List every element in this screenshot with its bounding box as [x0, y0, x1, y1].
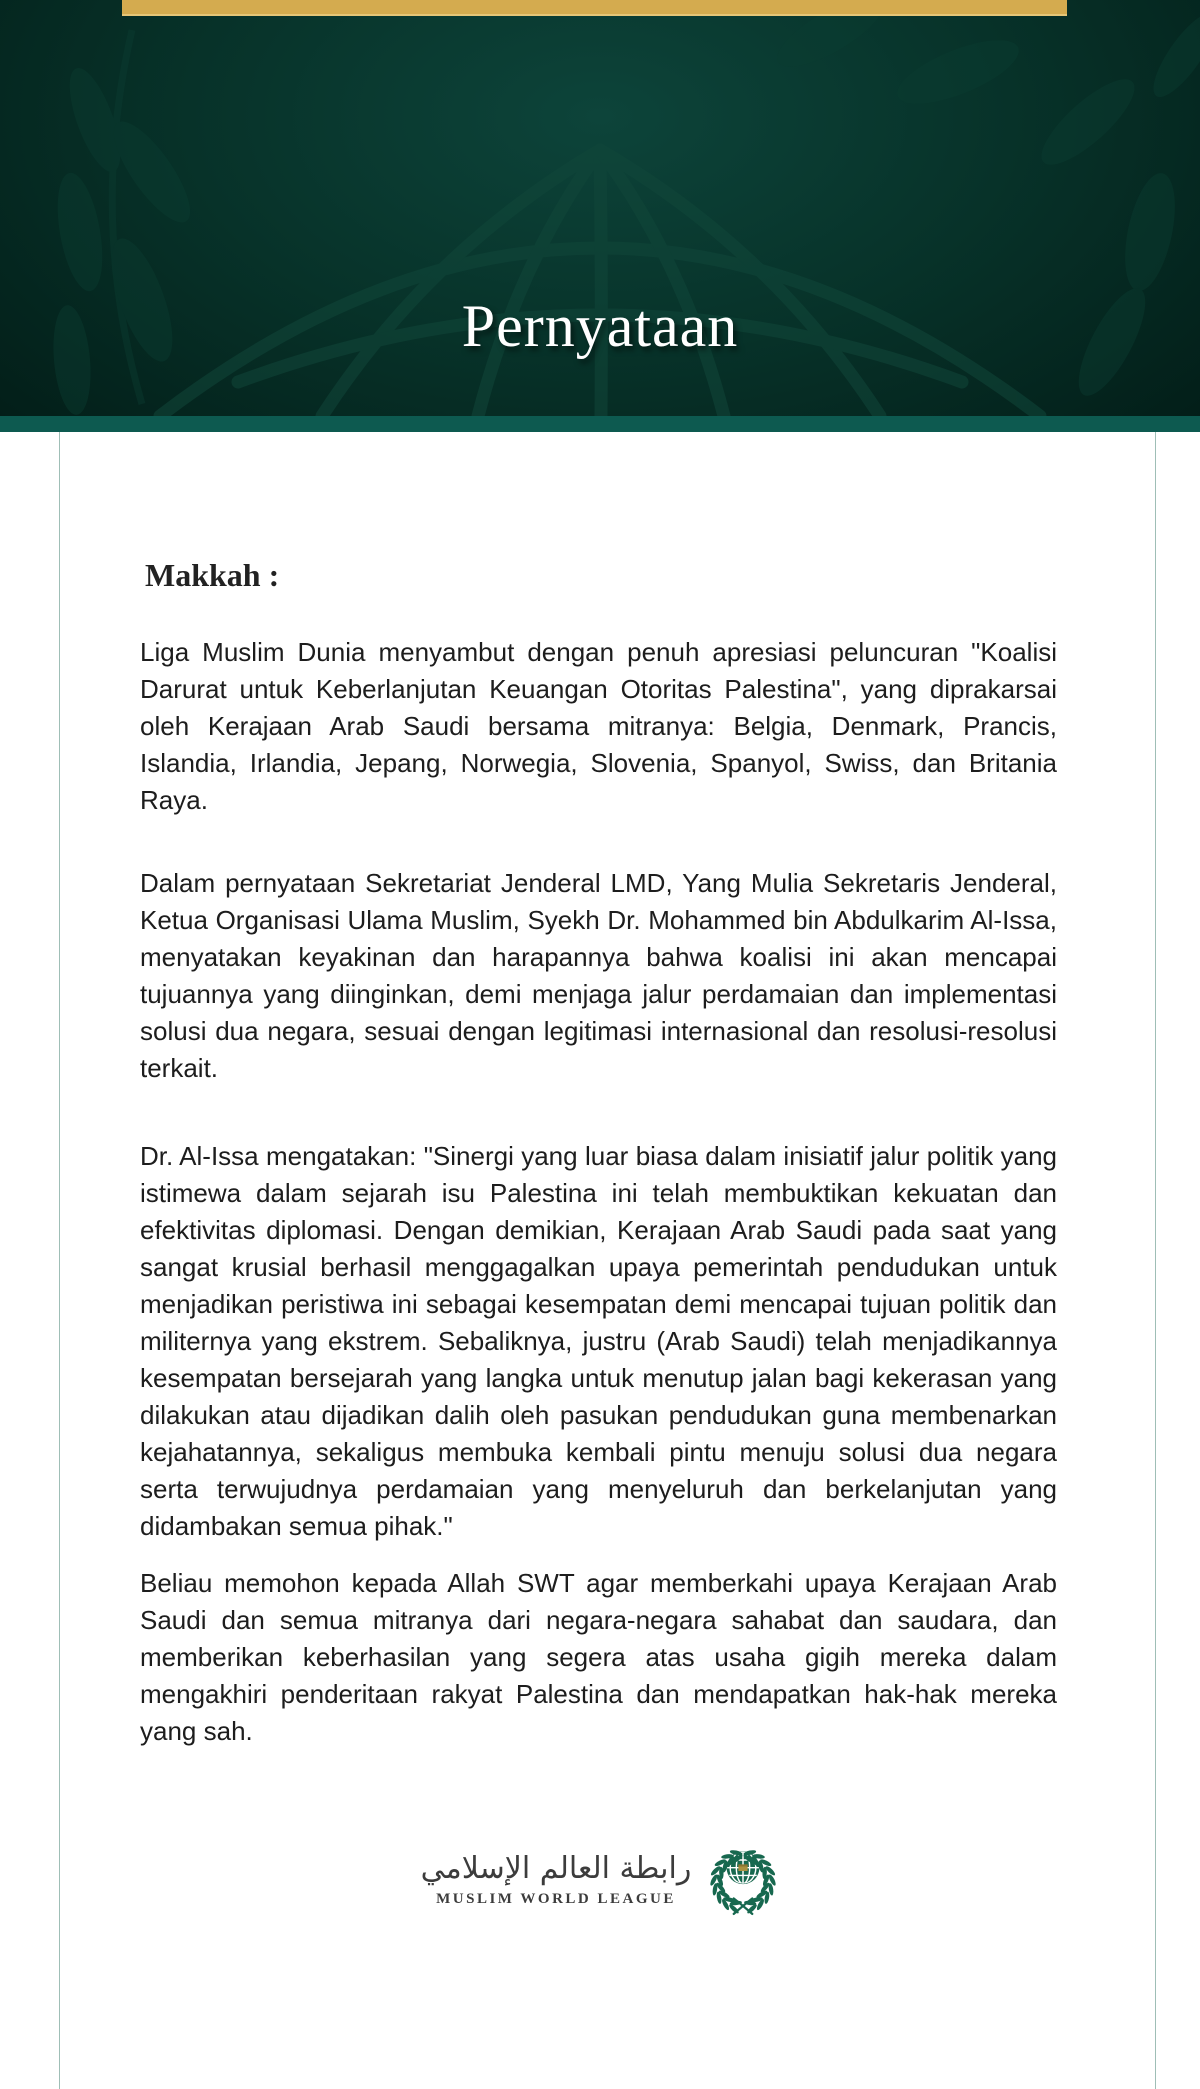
statement-header: [0, 0, 1200, 416]
right-border-line: [1155, 432, 1156, 2089]
statement-title: Pernyataan: [461, 293, 739, 359]
header-divider-band: [0, 416, 1200, 432]
wreath-globe-emblem-icon: [707, 1840, 779, 1918]
location-heading: Makkah :: [145, 557, 280, 593]
statement-paragraph: Dr. Al-Issa mengatakan: "Sinergi yang luar biasa dalam inisiatif jalur politik yang istimewa dalam sejarah isu Palestina ini telah membuktikan kekuatan dan efektivitas diplomasi. Dengan demikian, Kerajaan Arab Saudi pada saat yang sangat krusial berhasil menggagalkan upaya pemerintah pendudukan untuk menjadikan peristiwa ini sebagai kesempatan demi mencapai tujuan politik dan militernya yang ekstrem. Sebaliknya, justru (Arab Saudi) telah menjadikannya kesempatan bersejarah yang langka untuk menutup jalan bagi kekerasan yang dilakukan atau dijadikan dalih oleh pasukan pendudukan guna membenarkan kejahatannya, sekaligus membuka kembali pintu menuju solusi dua negara serta terwujudnya perdamaian yang menyeluruh dan berkelanjutan yang didambakan semua pihak.": [140, 1141, 1057, 1541]
statement-paragraph: Liga Muslim Dunia menyambut dengan penuh apresiasi peluncuran "Koalisi Darurat untuk Keberlanjutan Keuangan Otoritas Palestina", yang diprakarsai oleh Kerajaan Arab Saudi bersama mitranya: Belgia, Denmark, Prancis, Islandia, Irlandia, Jepang, Norwegia, Slovenia, Spanyol, Swiss, dan Britania Raya.: [140, 637, 1057, 815]
text-column: [140, 432, 1057, 1750]
statement-paragraph: Dalam pernyataan Sekretariat Jenderal LMD, Yang Mulia Sekretaris Jenderal, Ketua Organisasi Ulama Muslim, Syekh Dr. Mohammed bin Abdulkarim Al-Issa, menyatakan keyakinan dan harapannya bahwa koalisi ini akan mencapai tujuannya yang diinginkan, demi menjaga jalur perdamaian dan implementasi solusi dua negara, sesuai dengan legitimasi internasional dan resolusi-resolusi terkait.: [140, 868, 1057, 1083]
mwl-logo-wordmark: MUSLIM WORLD LEAGUE: [436, 1890, 676, 1907]
left-border-line: [59, 432, 60, 2089]
statement-body: [0, 432, 1200, 2089]
globe-dome-icon: [160, 150, 1040, 416]
mwl-logo-arabic-name: رابطة العالم الإسلامي: [420, 1851, 692, 1887]
mwl-logo: [0, 1840, 1200, 1918]
statement-paragraph: Beliau memohon kepada Allah SWT agar memberkahi upaya Kerajaan Arab Saudi dan semua mitranya dari negara-negara sahabat dan saudara, dan memberikan keberhasilan yang segera atas usaha gigih mereka dalam mengakhiri penderitaan rakyat Palestina dan mendapatkan hak-hak mereka yang sah.: [140, 1568, 1057, 1746]
mwl-logo-text: [421, 1850, 692, 1908]
gold-accent-bar: [122, 0, 1067, 16]
